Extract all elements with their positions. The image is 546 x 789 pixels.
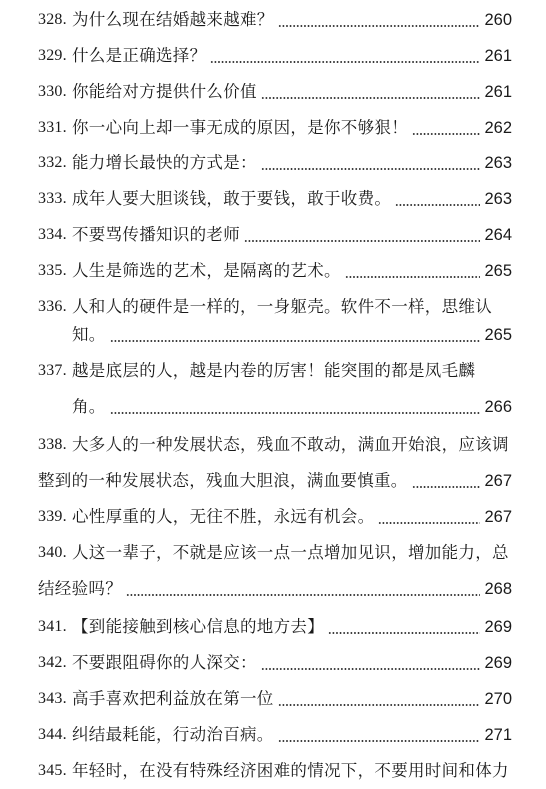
toc-entry-line[interactable] [0,258,546,284]
toc-entry-number: 343. [38,690,67,707]
toc-entry-title: 高手喜欢把利益放在第一位 [72,689,274,708]
toc-entry-line[interactable] [0,79,546,105]
toc-entry-number: 338. [38,436,67,453]
toc-entry-line[interactable] [0,614,546,640]
toc-entry-page-number: 260 [484,11,512,29]
dot-leader [328,632,480,634]
toc-entry-title: 人和人的硬件是一样的，一身躯壳。软件不一样，思维认 [72,297,492,316]
toc-entry-title: 知。 [72,325,106,344]
toc-entry-title: 大多人的一种发展状态，残血不敢动，满血开始浪，应该调 [72,435,509,454]
toc-entry-title: 越是底层的人，越是内卷的厉害！能突围的都是凤毛麟 [72,361,476,380]
toc-entry-line[interactable] [0,294,546,320]
toc-entry-number: 335. [38,262,67,279]
toc-entry-number: 331. [38,119,67,136]
toc-entry-number: 332. [38,154,67,171]
toc-entry-line[interactable] [0,43,546,69]
dot-leader [378,522,480,524]
toc-entry-page-number: 269 [484,618,512,636]
toc-entry-number: 340. [38,544,67,561]
toc-entry-page-number: 271 [484,726,512,744]
toc-entry-page-number: 263 [484,154,512,172]
toc-entry-page-number: 263 [484,190,512,208]
toc-entry-page-number: 267 [484,472,512,490]
toc-entry-title: 人生是筛选的艺术，是隔离的艺术。 [72,261,341,280]
toc-entry-line[interactable] [0,540,546,566]
toc-entry-title: 你一心向上却一事无成的原因，是你不够狠！ [72,118,408,137]
toc-entry-line[interactable] [0,222,546,248]
toc-entry-line[interactable] [0,394,546,420]
toc-entry-line[interactable] [0,115,546,141]
toc-entry-page-number: 262 [484,119,512,137]
dot-leader [278,704,480,706]
toc-entry-line[interactable] [0,186,546,212]
toc-entry-number: 344. [38,726,67,743]
dot-leader [110,340,480,342]
toc-entry-number: 334. [38,226,67,243]
dot-leader [261,668,480,670]
toc-entry-page-number: 261 [484,83,512,101]
toc-entry-line[interactable] [0,758,546,784]
toc-entry-line[interactable] [0,504,546,530]
toc-entry-page-number: 264 [484,226,512,244]
toc-entry-number: 329. [38,47,67,64]
toc-entry-page-number: 261 [484,47,512,65]
toc-entry-number: 341. [38,618,67,635]
toc-entry-page-number: 270 [484,690,512,708]
toc-entry-number: 336. [38,298,67,315]
toc-entry-title: 年轻时，在没有特殊经济困难的情况下，不要用时间和体力 [72,761,509,780]
toc-entry-line[interactable] [0,432,546,458]
toc-entry-title: 结经验吗？ [38,579,122,598]
toc-entry-number: 330. [38,83,67,100]
toc-entry-page-number: 265 [484,326,512,344]
toc-entry-number: 337. [38,362,67,379]
dot-leader [278,740,480,742]
toc-entry-number: 339. [38,508,67,525]
toc-entry-page-number: 267 [484,508,512,526]
dot-leader [261,168,480,170]
toc-entry-line[interactable] [0,722,546,748]
toc-entry-title: 人这一辈子，不就是应该一点一点增加见识，增加能力，总 [72,543,509,562]
toc-entry-title: 整到的一种发展状态，残血大胆浪，满血要慎重。 [38,471,408,490]
dot-leader [110,412,480,414]
toc-entry-line[interactable] [0,150,546,176]
dot-leader [278,25,480,27]
dot-leader [244,240,480,242]
toc-entry-page-number: 266 [484,398,512,416]
dot-leader [126,594,480,596]
toc-entry-number: 328. [38,11,67,28]
dot-leader [345,276,480,278]
toc-entry-page-number: 269 [484,654,512,672]
toc-entry-title: 心性厚重的人，无往不胜，永远有机会。 [72,507,375,526]
toc-entry-title: 纠结最耗能，行动治百病。 [72,725,274,744]
toc-entry-title: 角。 [72,397,106,416]
toc-entry-title: 【到能接触到核心信息的地方去】 [72,617,324,636]
toc-entry-line[interactable] [0,358,546,384]
dot-leader [395,204,480,206]
toc-entry-line[interactable] [0,686,546,712]
toc-entry-line[interactable] [0,322,546,348]
toc-entry-title: 不要骂传播知识的老师 [72,225,240,244]
toc-entry-number: 342. [38,654,67,671]
dot-leader [412,133,480,135]
dot-leader [210,61,480,63]
toc-entry-page-number: 268 [484,580,512,598]
toc-entry-line[interactable] [0,468,546,494]
toc-entry-line[interactable] [0,576,546,602]
toc-entry-title: 不要跟阻碍你的人深交： [72,653,257,672]
toc-entry-page-number: 265 [484,262,512,280]
toc-entry-title: 成年人要大胆谈钱，敢于要钱，敢于收费。 [72,189,392,208]
toc-entry-number: 333. [38,190,67,207]
toc-entry-title: 什么是正确选择？ [72,46,207,65]
dot-leader [412,486,480,488]
toc-entry-title: 你能给对方提供什么价值 [72,82,257,101]
dot-leader [261,97,480,99]
toc-entry-number: 345. [38,762,67,779]
toc-entry-line[interactable] [0,650,546,676]
toc-entry-title: 为什么现在结婚越来越难？ [72,10,274,29]
toc-entry-line[interactable] [0,7,546,33]
toc-entry-title: 能力增长最快的方式是： [72,153,257,172]
